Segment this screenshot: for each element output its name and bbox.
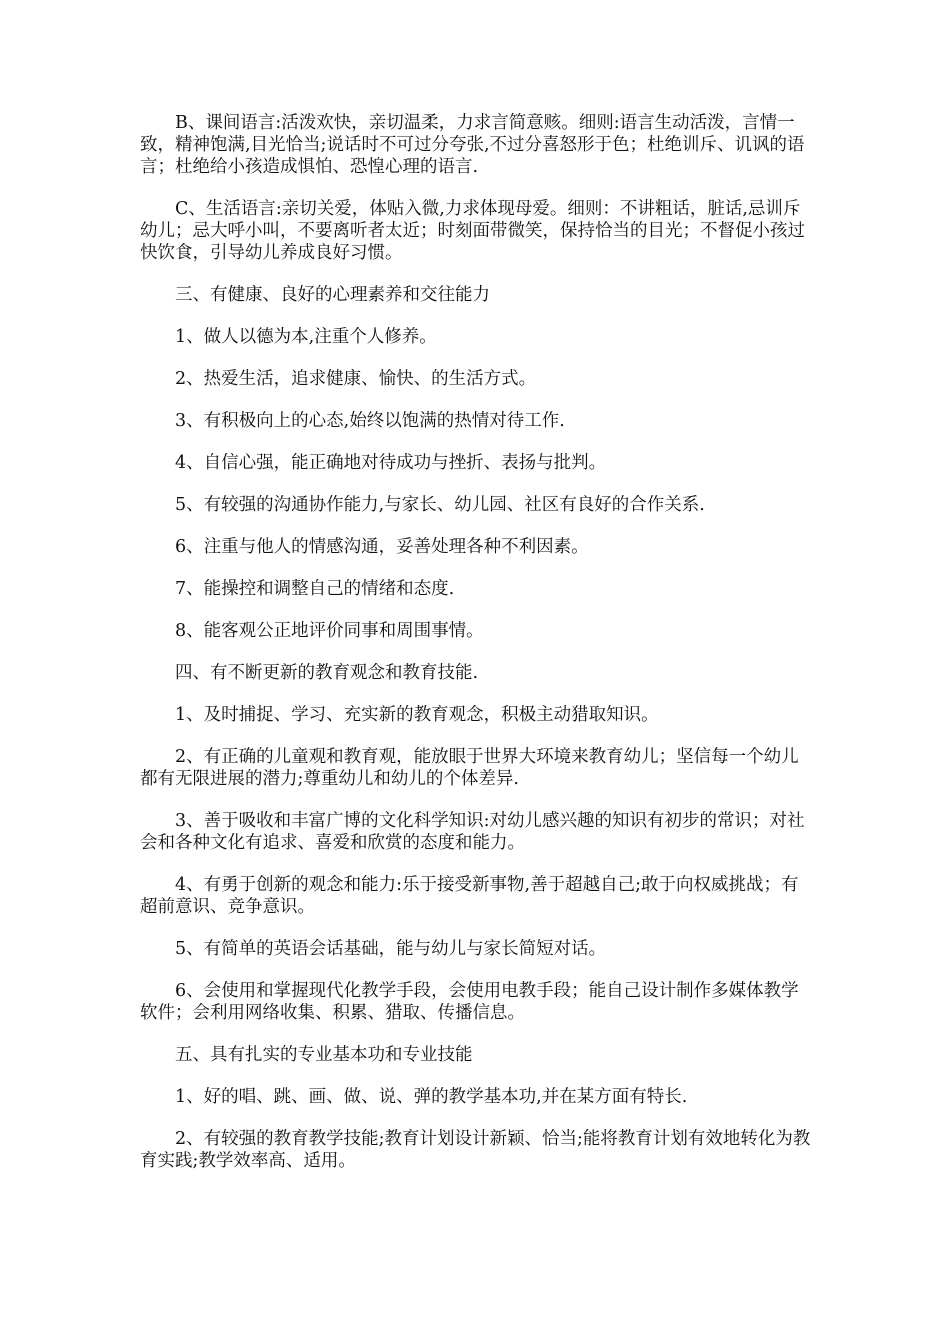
document-body: [140, 112, 814, 1192]
list-item: 3、善于吸收和丰富广博的文化科学知识:对幼儿感兴趣的知识有初步的常识；对社会和各种文化有追求、喜爱和欣赏的态度和能力。: [140, 811, 805, 853]
list-item: 6、注重与他人的情感沟通，妥善处理各种不利因素。: [175, 537, 589, 557]
list-item: 8、能客观公正地评价同事和周围事情。: [175, 621, 484, 641]
paragraph-c-daily-language: C、生活语言:亲切关爱，体贴入微,力求体现母爱。细则：不讲粗话，脏话,忌训斥幼儿；忌大呼小叫，不要离听者太近；时刻面带微笑，保持恰当的目光；不督促小孩过快饮食，引导幼儿养成良好习惯。: [140, 199, 805, 263]
section-heading-4: 四、有不断更新的教育观念和教育技能.: [175, 663, 479, 683]
paragraph-b-classroom-language: B、课间语言:活泼欢快，亲切温柔，力求言简意赅。细则:语言生动活泼，言情一致，精神饱满,目光恰当;说话时不可过分夸张,不过分喜怒形于色；杜绝训斥、讥讽的语言；杜绝给小孩造成惧怕、恐惶心理的语言.: [140, 113, 805, 177]
section-heading-5: 五、具有扎实的专业基本功和专业技能: [175, 1045, 473, 1065]
list-item: 2、热爱生活，追求健康、愉快、的生活方式。: [175, 369, 537, 389]
list-item: 3、有积极向上的心态,始终以饱满的热情对待工作.: [175, 411, 565, 431]
list-item: 1、好的唱、跳、画、做、说、弹的教学基本功,并在某方面有特长.: [175, 1087, 688, 1107]
list-item: 2、有较强的教育教学技能;教育计划设计新颖、恰当;能将教育计划有效地转化为教育实践;教学效率高、适用。: [140, 1129, 811, 1171]
list-item: 7、能操控和调整自己的情绪和态度.: [175, 579, 455, 599]
list-item: 1、及时捕捉、学习、充实新的教育观念，积极主动猎取知识。: [175, 705, 659, 725]
list-item: 5、有简单的英语会话基础，能与幼儿与家长简短对话。: [175, 939, 607, 959]
list-item: 2、有正确的儿童观和教育观，能放眼于世界大环境来教育幼儿；坚信每一个幼儿都有无限进展的潜力;尊重幼儿和幼儿的个体差异.: [140, 747, 799, 789]
list-item: 4、自信心强，能正确地对待成功与挫折、表扬与批判。: [175, 453, 607, 473]
list-item: 4、有勇于创新的观念和能力:乐于接受新事物,善于超越自己;敢于向权威挑战；有超前意识、竞争意识。: [140, 875, 799, 917]
list-item: 6、会使用和掌握现代化教学手段，会使用电教手段；能自己设计制作多媒体教学软件；会利用网络收集、积累、猎取、传播信息。: [140, 981, 799, 1023]
list-item: 1、做人以德为本,注重个人修养。: [175, 327, 437, 347]
list-item: 5、有较强的沟通协作能力,与家长、幼儿园、社区有良好的合作关系.: [175, 495, 705, 515]
section-heading-3: 三、有健康、良好的心理素养和交往能力: [175, 285, 490, 305]
